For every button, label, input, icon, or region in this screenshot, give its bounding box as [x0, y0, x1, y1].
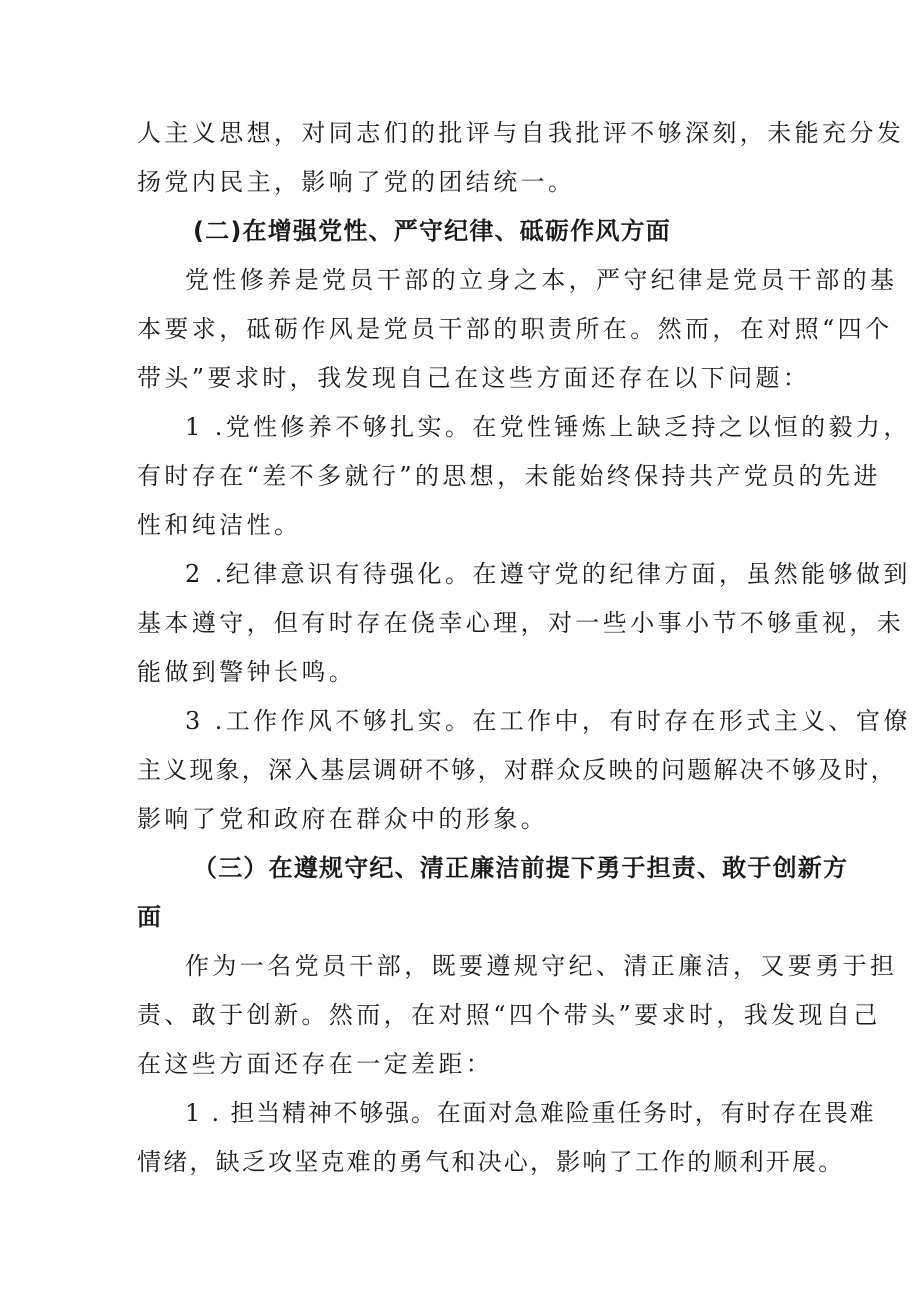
section-heading-2: (二)在增强党性、严守纪律、砥砺作风方面 [193, 217, 671, 245]
body-text-line: 性和纯洁性。 [137, 511, 302, 539]
list-item-first-line: 2 .纪律意识有待强化。在遵守党的纪律方面，虽然能够做到 [185, 560, 911, 588]
body-text-line: 责、敢于创新。然而，在对照“四个带头”要求时，我发现自己 [137, 1001, 881, 1029]
body-text-line: 带头”要求时，我发现自己在这些方面还存在以下问题： [137, 364, 811, 392]
list-item-first-line: 1 .党性修养不够扎实。在党性锤炼上缺乏持之以恒的毅力， [185, 413, 911, 441]
section-heading-3-continued: 面 [137, 903, 163, 931]
paragraph-first-line: 党性修养是党员干部的立身之本，严守纪律是党员干部的基 [185, 266, 898, 294]
list-item-first-line: 3 .工作作风不够扎实。在工作中，有时存在形式主义、官僚 [185, 707, 911, 735]
body-text-line: 主义现象，深入基层调研不够，对群众反映的问题解决不够及时， [137, 756, 897, 784]
body-text-line: 人主义思想，对同志们的批评与自我批评不够深刻，未能充分发 [137, 119, 905, 147]
paragraph-first-line: 作为一名党员干部，既要遵规守纪、清正廉洁，又要勇于担 [185, 952, 898, 980]
section-heading-3: （三）在遵规守纪、清正廉洁前提下勇于担责、敢于创新方 [193, 854, 849, 882]
body-text-line: 有时存在“差不多就行”的思想，未能始终保持共产党员的先进 [137, 462, 881, 490]
body-text-line: 情绪，缺乏攻坚克难的勇气和决心，影响了工作的顺利开展。 [137, 1148, 845, 1176]
list-item-first-line: 1 . 担当精神不够强。在面对急难险重任务时，有时存在畏难 [185, 1099, 876, 1127]
body-text-line: 本要求，砥砺作风是党员干部的职责所在。然而，在对照“四个 [137, 315, 893, 343]
body-text-line: 在这些方面还存在一定差距： [137, 1050, 494, 1078]
body-text-line: 基本遵守，但有时存在侥幸心理，对一些小事小节不够重视，未 [137, 609, 905, 637]
body-text-line: 扬党内民主，影响了党的团结统一。 [137, 168, 576, 196]
body-text-line: 影响了党和政府在群众中的形象。 [137, 805, 548, 833]
body-text-line: 能做到警钟长鸣。 [137, 658, 357, 686]
